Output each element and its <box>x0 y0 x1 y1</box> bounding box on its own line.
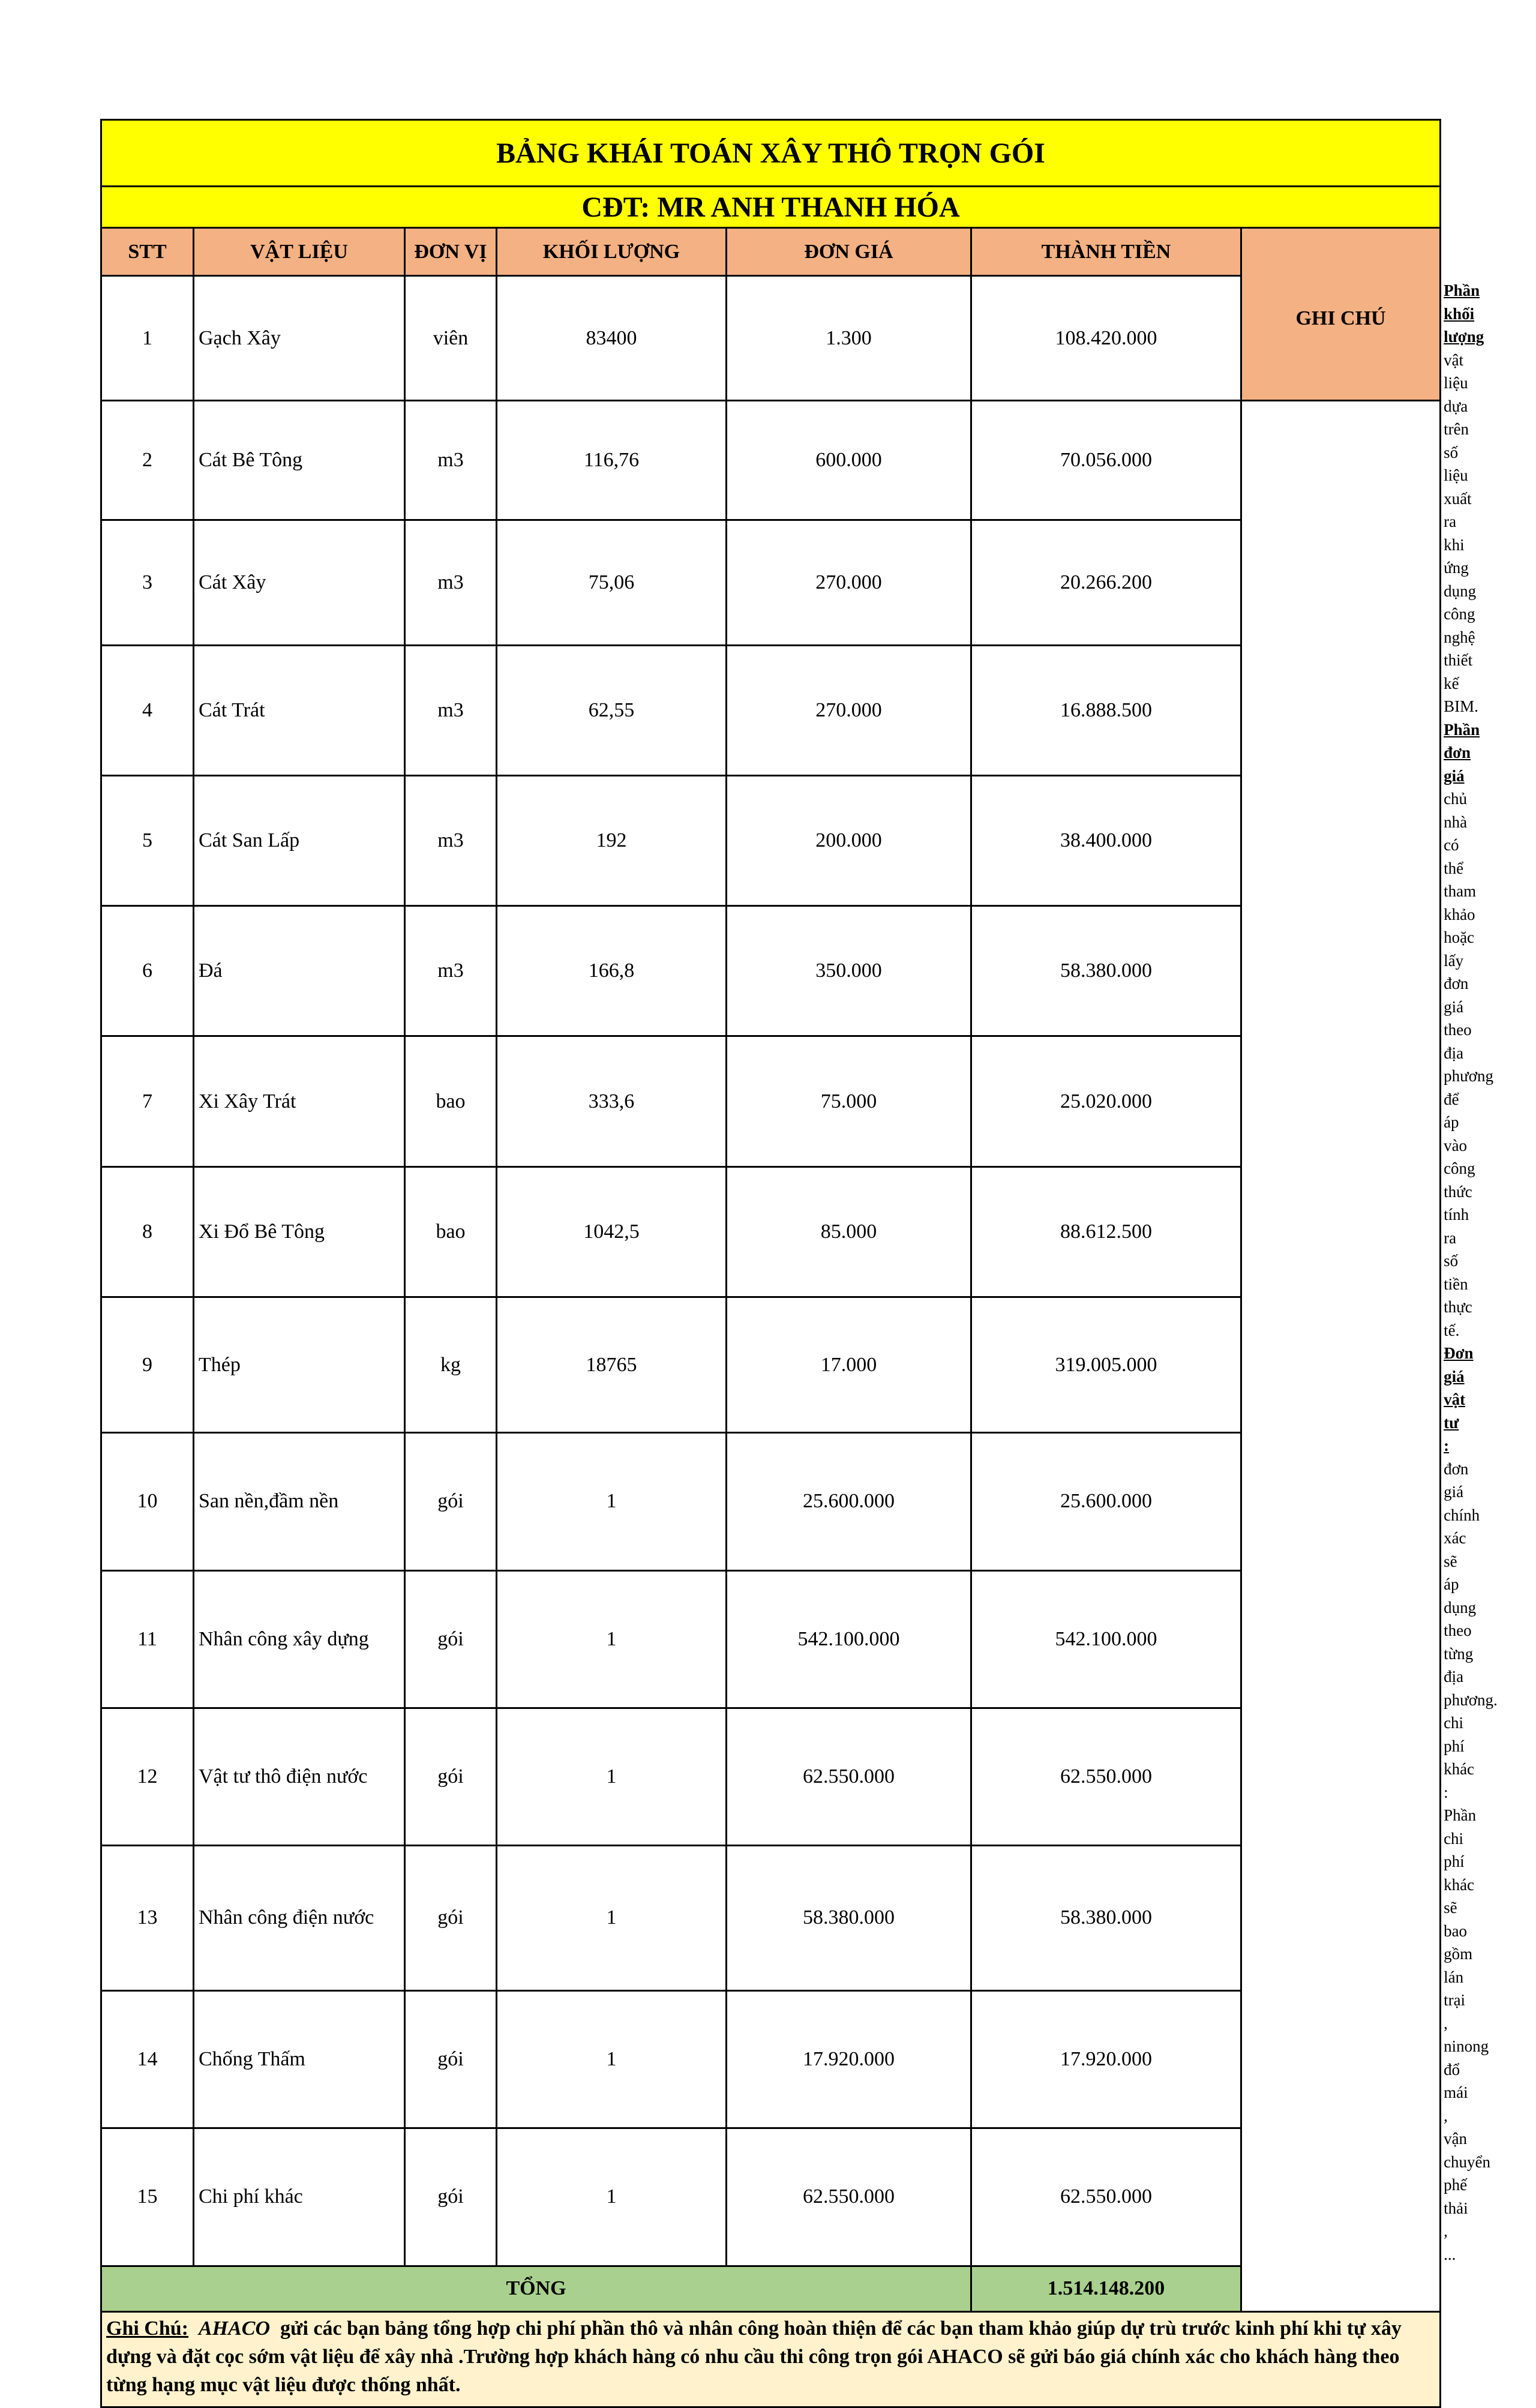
table-row <box>101 1433 1441 1570</box>
cell-quantity: 1 <box>497 1990 727 2128</box>
cell-unit: gói <box>405 1433 497 1570</box>
cell-price: 270.000 <box>727 520 971 645</box>
cell-stt: 2 <box>101 401 194 520</box>
table-row <box>101 1708 1441 1845</box>
header-unit: ĐƠN VỊ <box>405 228 497 276</box>
cell-price: 200.000 <box>727 775 971 905</box>
note-label: Đơn giá vật tư : <box>1444 1344 1474 1455</box>
cell-unit: viên <box>405 276 497 401</box>
cell-price: 350.000 <box>727 906 971 1036</box>
cell-price: 17.920.000 <box>727 1990 971 2128</box>
cell-material: Cát San Lấp <box>194 775 405 905</box>
cell-material: Vật tư thô điện nước <box>194 1708 405 1845</box>
cell-stt: 11 <box>101 1570 194 1708</box>
footer-brand: AHACO <box>199 2317 271 2340</box>
investor-subtitle: CĐT: MR ANH THANH HÓA <box>101 187 1441 228</box>
table-row <box>101 1297 1441 1432</box>
header-price: ĐƠN GIÁ <box>727 228 971 276</box>
note-label: Phần khối lượng <box>1444 281 1484 346</box>
cell-quantity: 333,6 <box>497 1036 727 1166</box>
cell-quantity: 1 <box>497 1708 727 1845</box>
cell-amount: 542.100.000 <box>971 1570 1241 1708</box>
cell-price: 75.000 <box>727 1036 971 1166</box>
cell-material: Chi phí khác <box>194 2128 405 2266</box>
total-blank-cell <box>1241 2266 1441 2311</box>
header-quantity: KHỐI LƯỢNG <box>497 228 727 276</box>
cell-price: 62.550.000 <box>727 1708 971 1845</box>
cell-unit: gói <box>405 2128 497 2266</box>
cell-price: 600.000 <box>727 401 971 520</box>
cell-material: San nền,đầm nền <box>194 1433 405 1570</box>
cell-unit: m3 <box>405 906 497 1036</box>
cell-quantity: 116,76 <box>497 401 727 520</box>
header-note: GHI CHÚ <box>1241 228 1441 401</box>
table-header <box>101 228 1441 276</box>
cell-unit: bao <box>405 1036 497 1166</box>
header-amount: THÀNH TIỀN <box>971 228 1241 276</box>
cell-material: Thép <box>194 1297 405 1432</box>
cell-unit: kg <box>405 1297 497 1432</box>
cell-material: Xi Đổ Bê Tông <box>194 1166 405 1297</box>
note-text: chủ nhà có thể tham khảo hoặc lấy đơn giá theo địa phương để áp vào công thức tính ra số tiền thực tế. <box>1444 790 1493 1339</box>
cell-amount: 58.380.000 <box>971 906 1241 1036</box>
cell-unit: m3 <box>405 520 497 645</box>
cell-quantity: 166,8 <box>497 906 727 1036</box>
cell-price: 542.100.000 <box>727 1570 971 1708</box>
cell-amount: 62.550.000 <box>971 1708 1241 1845</box>
page-title: BẢNG KHÁI TOÁN XÂY THÔ TRỌN GÓI <box>101 120 1441 187</box>
cell-unit: m3 <box>405 645 497 775</box>
cell-stt: 10 <box>101 1433 194 1570</box>
cell-amount: 38.400.000 <box>971 775 1241 905</box>
table-row <box>101 2128 1441 2266</box>
cell-unit: gói <box>405 1846 497 1990</box>
note-label: Phần đơn giá <box>1444 720 1480 785</box>
cell-price: 85.000 <box>727 1166 971 1297</box>
estimate-table <box>100 119 1498 2408</box>
cell-amount: 70.056.000 <box>971 401 1241 520</box>
cell-amount: 58.380.000 <box>971 1846 1241 1990</box>
cell-stt: 5 <box>101 775 194 905</box>
cell-amount: 20.266.200 <box>971 520 1241 645</box>
cell-quantity: 62,55 <box>497 645 727 775</box>
cell-material: Cát Trát <box>194 645 405 775</box>
cell-quantity: 192 <box>497 775 727 905</box>
cell-amount: 17.920.000 <box>971 1990 1241 2128</box>
cell-unit: gói <box>405 1708 497 1845</box>
cell-quantity: 18765 <box>497 1297 727 1432</box>
cell-quantity: 75,06 <box>497 520 727 645</box>
cell-quantity: 1 <box>497 1433 727 1570</box>
cell-stt: 3 <box>101 520 194 645</box>
cell-material: Cát Bê Tông <box>194 401 405 520</box>
note-text: đơn giá chính xác sẽ áp dụng theo từng địa phương. <box>1444 1459 1498 1709</box>
cell-quantity: 1042,5 <box>497 1166 727 1297</box>
table-row <box>101 1570 1441 1708</box>
cell-material: Đá <box>194 906 405 1036</box>
cell-stt: 7 <box>101 1036 194 1166</box>
table-row <box>101 775 1441 905</box>
table-row <box>101 401 1441 520</box>
table-row <box>101 1846 1441 1990</box>
footer-label: Ghi Chú: <box>106 2317 188 2340</box>
cell-stt: 6 <box>101 906 194 1036</box>
cell-price: 270.000 <box>727 645 971 775</box>
cell-unit: bao <box>405 1166 497 1297</box>
cell-amount: 319.005.000 <box>971 1297 1241 1432</box>
cell-quantity: 1 <box>497 1846 727 1990</box>
header-stt: STT <box>101 228 194 276</box>
table-row <box>101 1166 1441 1297</box>
cell-material: Nhân công xây dựng <box>194 1570 405 1708</box>
cell-stt: 12 <box>101 1708 194 1845</box>
cell-quantity: 83400 <box>497 276 727 401</box>
total-row <box>101 2266 1441 2311</box>
cell-material: Xi Xây Trát <box>194 1036 405 1166</box>
header-material: VẬT LIỆU <box>194 228 405 276</box>
cell-amount: 25.020.000 <box>971 1036 1241 1166</box>
cell-amount: 16.888.500 <box>971 645 1241 775</box>
cell-price: 1.300 <box>727 276 971 401</box>
footer-note-row <box>101 2311 1441 2407</box>
cell-price: 62.550.000 <box>727 2128 971 2266</box>
cell-unit: m3 <box>405 401 497 520</box>
cell-price: 17.000 <box>727 1297 971 1432</box>
table-row <box>101 1036 1441 1166</box>
total-label: TỔNG <box>101 2266 971 2311</box>
cell-unit: gói <box>405 1570 497 1708</box>
cell-price: 58.380.000 <box>727 1846 971 1990</box>
cell-quantity: 1 <box>497 1570 727 1708</box>
table-row <box>101 520 1441 645</box>
footer-note <box>101 2311 1441 2407</box>
cell-unit: gói <box>405 1990 497 2128</box>
cell-stt: 15 <box>101 2128 194 2266</box>
cell-amount: 25.600.000 <box>971 1433 1241 1570</box>
cell-stt: 13 <box>101 1846 194 1990</box>
cell-price: 25.600.000 <box>727 1433 971 1570</box>
estimate-sheet <box>100 119 1498 2408</box>
cell-material: Nhân công điện nước <box>194 1846 405 1990</box>
cell-stt: 14 <box>101 1990 194 2128</box>
table-row <box>101 1990 1441 2128</box>
cell-stt: 4 <box>101 645 194 775</box>
cell-quantity: 1 <box>497 2128 727 2266</box>
cell-amount: 62.550.000 <box>971 2128 1241 2266</box>
total-amount: 1.514.148.200 <box>971 2266 1241 2311</box>
note-text: vật liệu dựa trên số liệu xuất ra khi ứng dụng công nghệ thiết kế BIM. <box>1444 350 1478 715</box>
note-text: chi phí khác : Phần chi phí khác sẽ bao gồm lán trại , ninong đổ mái , vận chuyển phế thải , ... <box>1444 1714 1491 2263</box>
footer-text: gửi các bạn bảng tổng hợp chi phí phần thô và nhân công hoàn thiện để các bạn tham khảo giúp dự trù trước kinh phí khi tự xây dựng và đặt cọc sớm vật liệu để xây nhà .Trường hợp khách hàng có nhu cầu thi công trọn gói AHACO sẽ gửi báo giá chính xác cho khách hàng theo từng hạng mục vật liệu được thống nhất. <box>106 2317 1402 2396</box>
cell-material: Gạch Xây <box>194 276 405 401</box>
cell-stt: 9 <box>101 1297 194 1432</box>
table-row <box>101 645 1441 775</box>
table-row <box>101 276 1441 401</box>
cell-stt: 8 <box>101 1166 194 1297</box>
cell-material: Chống Thấm <box>194 1990 405 2128</box>
table-row <box>101 906 1441 1036</box>
cell-amount: 88.612.500 <box>971 1166 1241 1297</box>
cell-stt: 1 <box>101 276 194 401</box>
cell-unit: m3 <box>405 775 497 905</box>
cell-amount: 108.420.000 <box>971 276 1241 401</box>
cell-material: Cát Xây <box>194 520 405 645</box>
